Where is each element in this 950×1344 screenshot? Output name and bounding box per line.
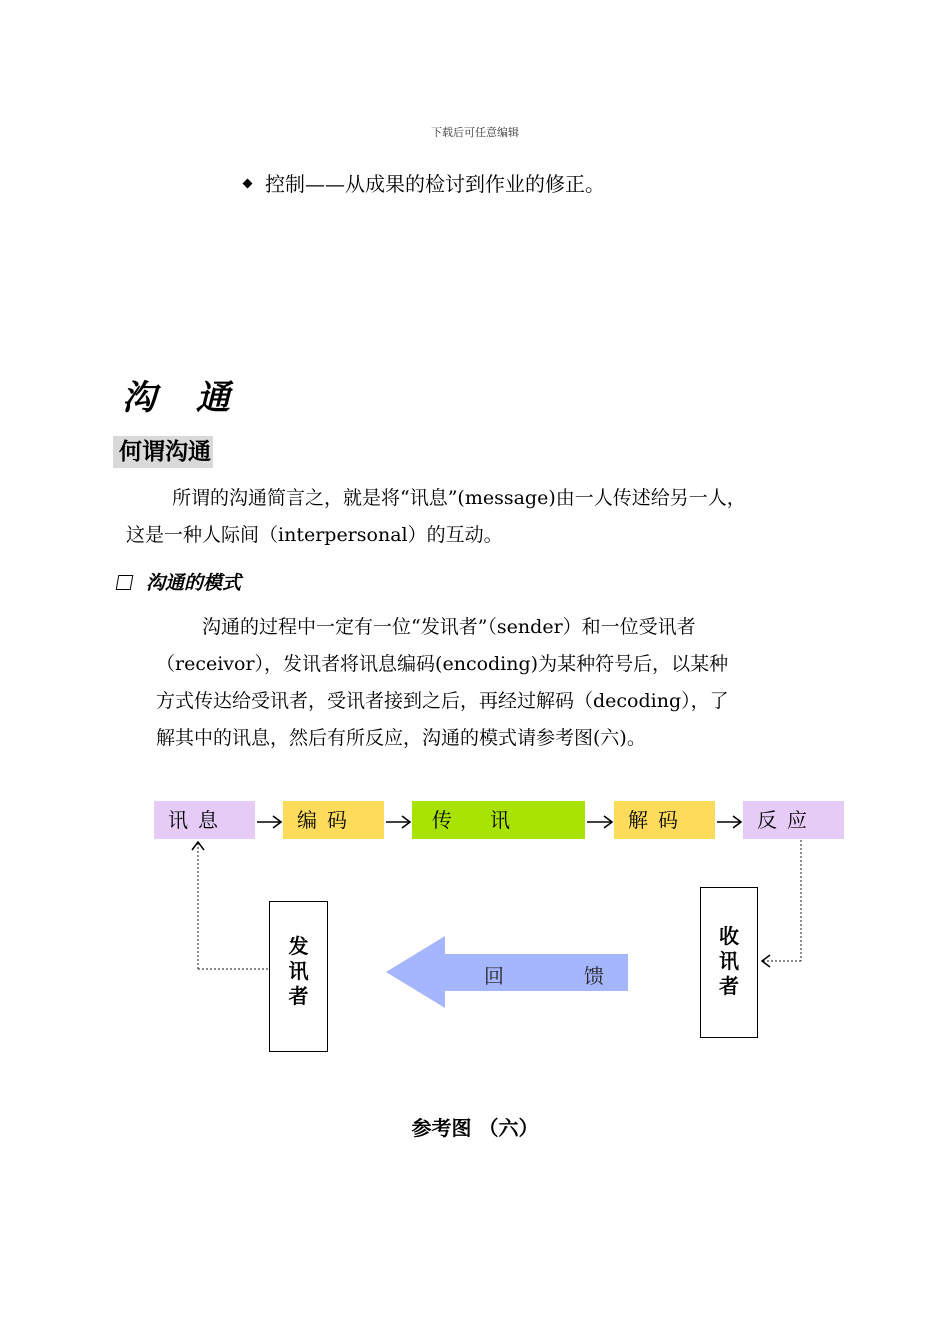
subheading-2-text: 沟通的模式 — [146, 572, 242, 594]
subheading: 何谓沟通 — [113, 436, 213, 468]
model-line-3: 方式传达给受讯者，受讯者接到之后，再经过解码（decoding），了 — [156, 690, 729, 712]
step-response: 反应 — [743, 801, 844, 839]
feedback-label-1: 回 — [484, 964, 504, 988]
figure-caption: 参考图 （六） — [411, 1116, 539, 1140]
step-encode: 编码 — [283, 801, 384, 839]
intro-line-2: 这是一种人际间（interpersonal）的互动。 — [126, 524, 503, 546]
step-message: 讯息 — [154, 801, 255, 839]
sender-label: 发讯者 — [288, 934, 309, 1008]
feedback-label-2: 馈 — [584, 964, 604, 988]
section-title: 沟 通 — [122, 378, 244, 418]
intro-line-1: 所谓的沟通简言之，就是将“讯息”(message)由一人传述给另一人， — [172, 487, 746, 509]
sender-box — [269, 901, 328, 1052]
model-line-1: 沟通的过程中一定有一位“发讯者”（sender）和一位受讯者 — [202, 616, 696, 638]
model-line-2: （receivor），发讯者将讯息编码(encoding)为某种符号后，以某种 — [156, 653, 729, 675]
receiver-label: 收讯者 — [719, 924, 739, 998]
step-decode: 解码 — [614, 801, 715, 839]
receiver-box — [700, 887, 758, 1038]
header-note: 下载后可任意编辑 — [431, 126, 519, 139]
bullet-text: 控制——从成果的检讨到作业的修正。 — [265, 172, 605, 196]
model-line-4: 解其中的讯息，然后有所反应，沟通的模式请参考图(六)。 — [156, 727, 646, 749]
step-transmit: 传讯 — [412, 801, 585, 839]
